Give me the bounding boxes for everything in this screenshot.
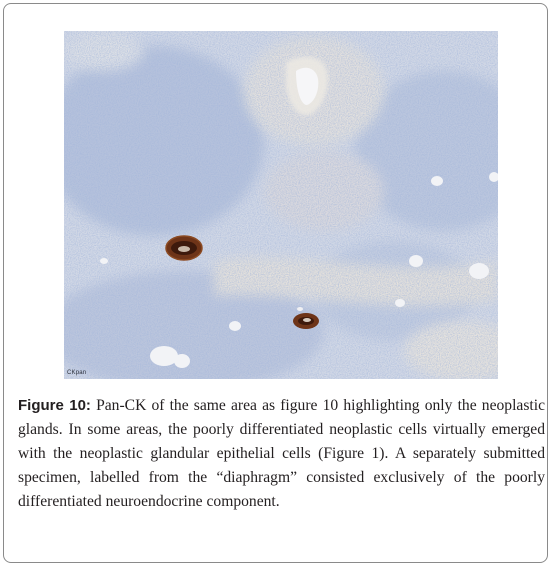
caption-label: Figure 10:	[18, 397, 91, 414]
figure-frame	[3, 3, 548, 563]
stain-label: CKpan	[67, 370, 87, 376]
figure-caption	[18, 394, 545, 514]
nuclear-texture	[64, 31, 498, 379]
ck-positive-gland-1	[166, 236, 202, 260]
caption-text: Pan-CK of the same area as figure 10 highlighting only the neoplastic glands. In some areas, the poorly differentiated neoplastic cells virtually emerged with the neoplastic glandular epithelial cells (Figure 1). A separately submitted specimen, labelled from the “diaphragm” consisted exclusively of the poorly differentiated neuroendocrine component.	[18, 397, 545, 510]
micrograph-svg	[64, 31, 498, 379]
micrograph-image	[64, 31, 498, 379]
